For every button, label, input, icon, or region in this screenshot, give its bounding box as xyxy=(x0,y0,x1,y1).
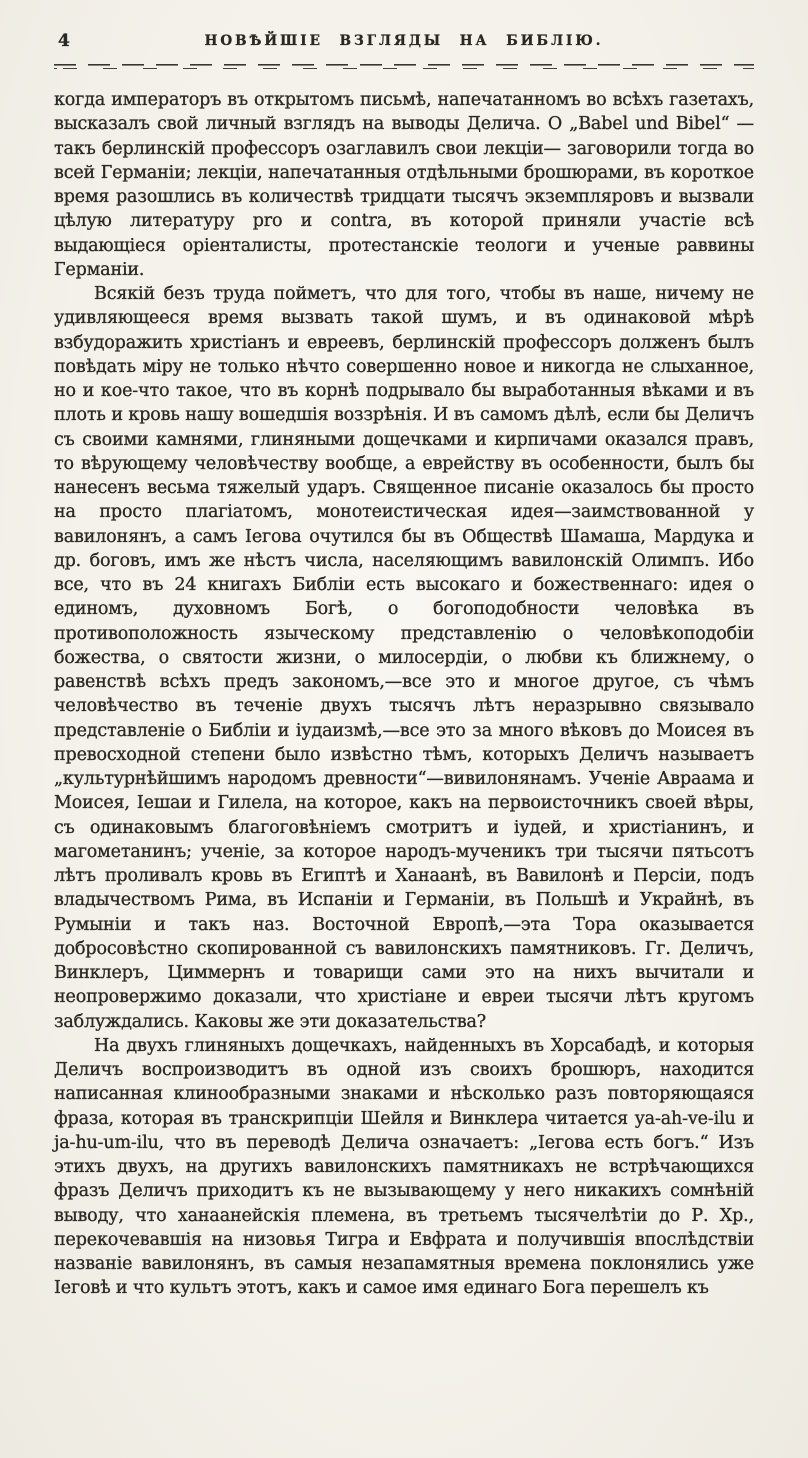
body-paragraph: Всякій безъ труда пойметъ, что для того, чтобы въ наше, ничему не удивляющееся время вызвать такой шумъ, и въ одинаковой мѣрѣ взбудоражить христіанъ и евреевъ, берлинскій профессоръ долженъ былъ повѣдать міру не только нѣчто совершенно новое и никогда не слыханное, но и кое-что такое, что въ корнѣ подрывало бы выработанныя вѣками и въ плоть и кровь нашу вошедшія воззрѣнія. И въ самомъ дѣлѣ, если бы Деличъ съ своими камнями, глиняными дощечками и кирпичами оказался правъ, то вѣрующему человѣчеству вообще, а еврейству въ особенности, былъ бы нанесенъ весьма тяжелый ударъ. Священное писаніе оказалось бы просто на просто плагіатомъ, монотеистическая идея—заимствованной у вавилонянъ, а самъ Іегова очутился бы въ Обществѣ Шамаша, Мардука и др. боговъ, имъ же нѣстъ числа, населяющимъ вавилонскій Олимпъ. Ибо все, что въ 24 книгахъ Библіи есть высокаго и божественнаго: идея о единомъ, духовномъ Богѣ, о богоподобности человѣка въ противоположность языческому представленію о человѣкоподобіи божества, о святости жизни, о милосердіи, о любви къ ближнему, о равенствѣ всѣхъ предъ закономъ,—все это и многое другое, съ чѣмъ человѣчество въ теченіе двухъ тысячъ лѣтъ неразрывно связывало представленіе о Библіи и іудаизмѣ,—все это за много вѣковъ до Моисея въ превосходной степени было извѣстно тѣмъ, которыхъ Деличъ называетъ „культурнѣйшимъ народомъ древности“—вивилонянамъ. Ученіе Авраама и Моисея, Іешаи и Гилела, на которое, какъ на первоисточникъ своей вѣры, съ одинаковымъ благоговѣніемъ смотритъ и іудей, и христіанинъ, и магометанинъ; ученіе, за которое народъ-мученикъ три тысячи пятьсотъ лѣтъ проливалъ кровь въ Египтѣ и Ханаанѣ, въ Вавилонѣ и Персіи, подъ владычествомъ Рима, въ Испаніи и Германіи, въ Польшѣ и Украйнѣ, въ Румыніи и такъ наз. Восточной Европѣ,—эта Тора оказывается добросовѣстно скопированной съ вавилонскихъ памятниковъ. Гг. Деличъ, Винклеръ, Циммернъ и товарищи сами это на нихъ вычитали и неопровержимо доказали, что христіане и евреи тысячи лѣтъ кругомъ заблуждались. Каковы же эти доказательства? xyxy=(54,284,754,1032)
body-paragraph: На двухъ глиняныхъ дощечкахъ, найденныхъ въ Хорсабадѣ, и которыя Деличъ воспроизводитъ въ одной изъ своихъ брошюръ, находится написанная клинообразными знаками и нѣсколько разъ повторяющаяся фраза, которая въ транскрипціи Шейля и Винклера читается ya-ah-ve-ilu и ja-hu-um-ilu, что въ переводѣ Делича означаетъ: „Іегова есть богъ.“ Изъ этихъ двухъ, на другихъ вавилонскихъ памятникахъ не встрѣчающихся фразъ Деличъ приходитъ къ не вызывающему у него никакихъ сомнѣній выводу, что ханаанейскія племена, въ третьемъ тысячелѣтіи до Р. Хр., перекочевавшія на низовья Тигра и Евфрата и получившія впослѣдствіи названіе вавилонянъ, въ самыя незапамятныя времена поклонялись уже Іеговѣ и что культъ этотъ, какъ и самое имя единаго Бога перешелъ къ xyxy=(54,1035,754,1299)
page-number: 4 xyxy=(58,31,70,51)
page-header xyxy=(54,31,754,53)
body-paragraph: когда императоръ въ открытомъ письмѣ, напечатанномъ во всѣхъ газетахъ, высказалъ свой личный взглядъ на выводы Делича. О „Babel und Bibel“ —такъ берлинскій профессоръ озаглавилъ свои лекціи— заговорили тогда во всей Германіи; лекціи, напечатанныя отдѣльными брошюрами, въ короткое время разошлись въ количествѣ тридцати тысячъ экземпляровъ и вызвали цѣлую литературу pro и contra, въ которой приняли участіе всѣ выдающіеся оріенталисты, протестанскіе теологи и ученые раввины Германіи. xyxy=(54,90,754,280)
page-body xyxy=(54,88,754,1301)
running-title: НОВѢЙШІЕ ВЗГЛЯДЫ НА БИБЛІЮ. xyxy=(204,33,604,49)
header-rule xyxy=(54,64,754,69)
